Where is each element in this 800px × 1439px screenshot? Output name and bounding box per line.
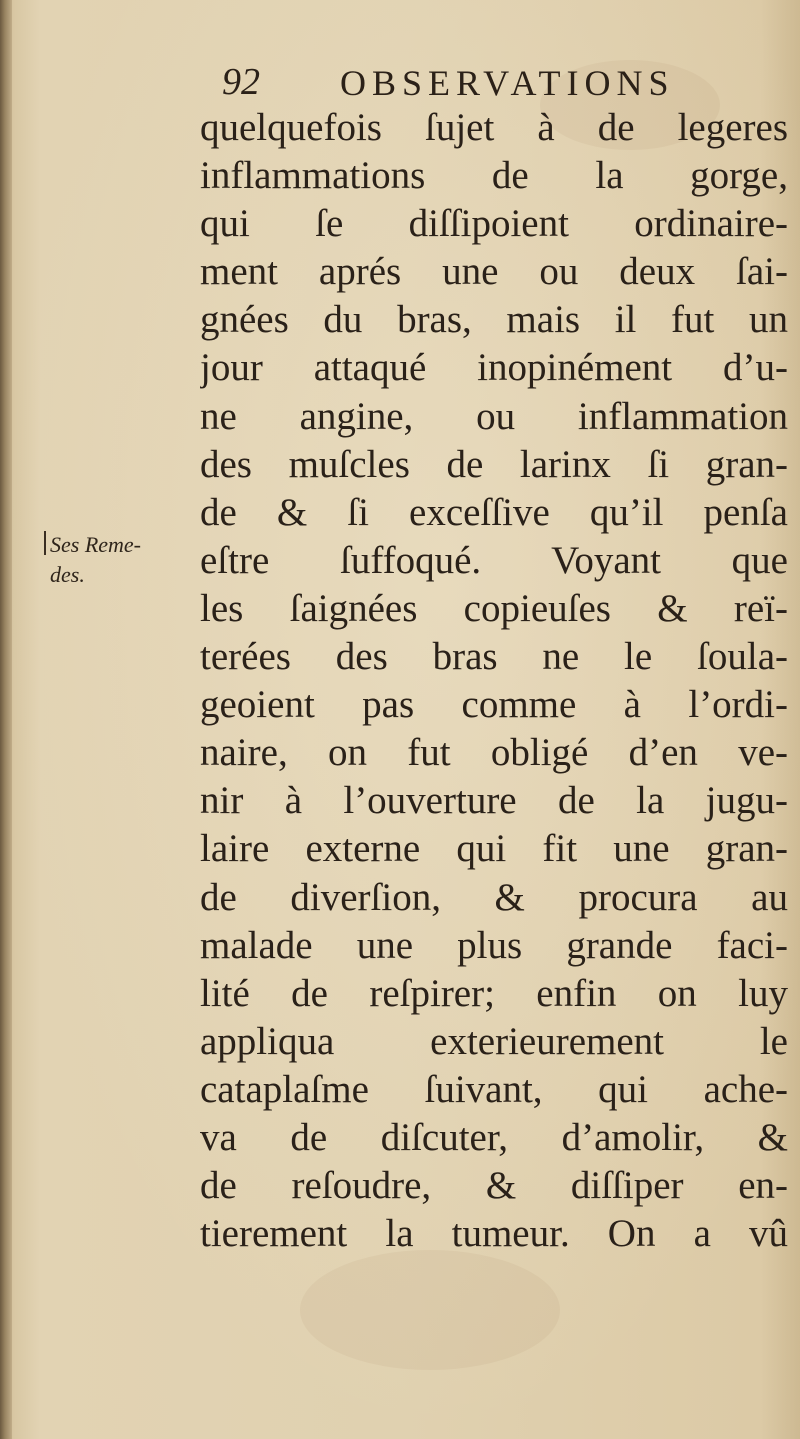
running-title: OBSERVATIONS <box>340 63 675 103</box>
text-line: malade une plus grande faci- <box>200 923 788 967</box>
paper-stain <box>300 1250 560 1370</box>
text-line: les ſaignées copieuſes & reï- <box>200 586 788 630</box>
text-line: terées des bras ne le ſoula- <box>200 635 788 679</box>
text-line: ment aprés une ou deux ſai- <box>200 250 788 294</box>
text-line: naire, on fut obligé d’en ve- <box>200 731 788 775</box>
book-spine-edge <box>0 0 12 1439</box>
text-line: de diverſion, & procura au <box>200 875 788 919</box>
margin-note-line: Ses Reme- <box>50 532 142 557</box>
text-line: qui ſe diſſipoient ordinaire- <box>200 202 788 246</box>
page-number: 92 <box>222 61 260 103</box>
text-line: des muſcles de larinx ſi gran- <box>200 442 788 486</box>
margin-note-line: des. <box>50 562 85 587</box>
text-line: cataplaſme ſuivant, qui ache- <box>200 1067 788 1111</box>
text-line: nir à l’ouverture de la jugu- <box>200 779 788 823</box>
text-line: tierement la tumeur. On a vû <box>200 1212 788 1256</box>
margin-note <box>50 530 180 590</box>
text-line: de & ſi exceſſive qu’il penſa <box>200 490 788 534</box>
text-line: laire externe qui fit une gran- <box>200 827 788 871</box>
body-text <box>200 104 788 1258</box>
text-line: inflammations de la gorge, <box>200 154 788 198</box>
text-line: appliqua exterieurement le <box>200 1019 788 1063</box>
text-line: ne angine, ou inflammation <box>200 394 788 438</box>
text-line: gnées du bras, mais il fut un <box>200 298 788 342</box>
text-line: jour attaqué inopinément d’u- <box>200 346 788 390</box>
text-line: eſtre ſuffoqué. Voyant que <box>200 538 788 582</box>
text-line: de reſoudre, & diſſiper en- <box>200 1164 788 1208</box>
text-line: geoient pas comme à l’ordi- <box>200 683 788 727</box>
text-line: quelquefois ſujet à de legeres <box>200 106 788 149</box>
text-line: lité de reſpirer; enfin on luy <box>200 971 788 1015</box>
text-line: va de diſcuter, d’amolir, & <box>200 1115 788 1159</box>
